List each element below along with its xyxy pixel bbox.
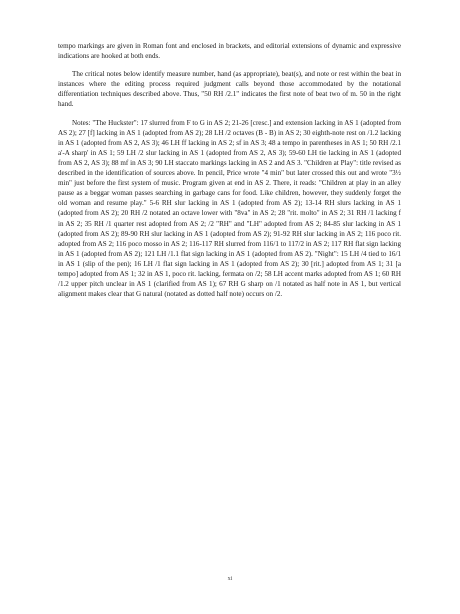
paragraph-intro-continuation: tempo markings are given in Roman font and enclosed in brackets, and editorial extensions of dynamic and expressive indications are hooked at both ends.: [58, 42, 401, 61]
paragraph-critical-notes: Notes: "The Huckster": 17 slurred from F to G in AS 2; 21-26 [cresc.] and extension lacking in AS 1 (adopted from AS 2); 27 [f] lacking in AS 1 (adopted from AS 2); 28 LH /2 octaves (B - B) in AS 2; 30 eighth-note rest on /1.2 lacking in AS 1 (adopted from AS 2, AS 3); 46 LH ff lacking in AS 2; sf in AS 3; 48 a tempo in parentheses in AS 1; 50 RH /2.1 a'-A sharp' in AS 1; 59 LH /2 slur lacking in AS 1 (adopted from AS 2, AS 3); 59-60 LH tie lacking in AS 1 (adopted from AS 2, AS 3); 88 mf in AS 3; 90 LH staccato markings lacking in AS 2 and AS 3. "Children at Play": title revised as described in the identification of sources above. In pencil, Price wrote "4 min" but later crossed this out and wrote "3½ min" just before the first system of music. Program given at end in AS 2. There, it reads: "Children at play in an alley pause as a beggar woman passes searching in garbage cans for food. Like children, however, they suddenly forget the old woman and resume play." 5-6 RH slur lacking in AS 1 (adopted from AS 2); 13-14 RH slurs lacking in AS 1 (adopted from AS 2); 20 RH /2 notated an octave lower with "8va" in AS 2; 28 "rit. molto" in AS 2; 31 RH /1 lacking f in AS 2; 35 RH /1 quarter rest adopted from AS 2; /2 "RH" and "LH" adopted from AS 2; 84-85 slur lacking in AS 1 (adopted from AS 2); 89-90 RH slur lacking in AS 1 (adopted from AS 2); 91-92 RH slur lacking in AS 2; 116 poco rit. adopted from AS 2; 116 poco mosso in AS 2; 116-117 RH slurred from 116/1 to 117/2 in AS 2; 117 RH flat sign lacking in AS 1 (adopted from AS 2); 121 LH /1.1 flat sign lacking in AS 1 (adopted from AS 2). "Night": 15 LH /4 tied to 16/1 in AS 1 (slip of the pen); 16 LH /1 flat sign lacking in AS 1 (adopted from AS 2); 30 [rit.] adopted from AS 1; 31 [a tempo] adopted from AS 1; 32 in AS 1, poco rit. lacking, fermata on /2; 58 LH accent marks adopted from AS 1; 60 RH /1.2 upper pitch unclear in AS 1 (clarified from AS 1); 67 RH G sharp on /1 notated as half note in AS 1, but vertical alignment makes clear that G natural (notated as dotted half note) occurs on /2.: [58, 118, 401, 299]
document-body: [58, 41, 401, 307]
page-number: xi: [227, 576, 233, 582]
paragraph-critical-notes-explanation: The critical notes below identify measure number, hand (as appropriate), beat(s), and note or rest within the beat in instances where the editing process required judgment calls beyond those accommodated by the notational differentiation techniques described above. Thus, "50 RH /2.1" indicates the first note of beat two of m. 50 in the right hand.: [58, 70, 401, 109]
